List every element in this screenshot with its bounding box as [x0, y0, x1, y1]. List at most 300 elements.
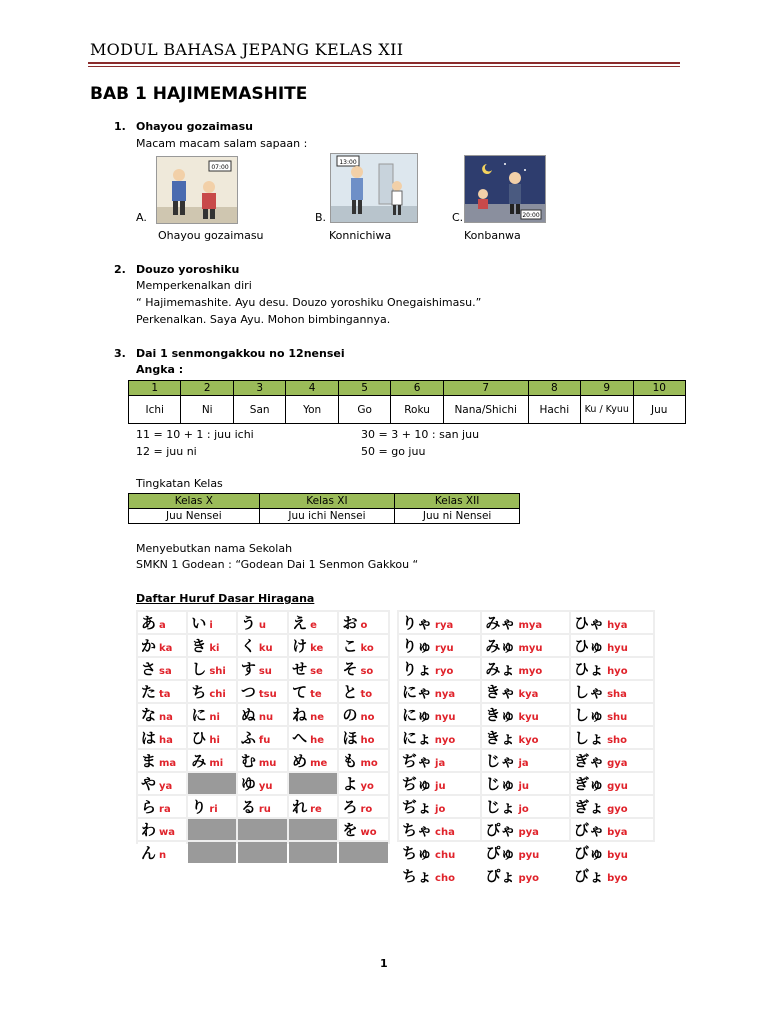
hiragana-combo-cell	[571, 796, 653, 817]
scene-c-letter: C.	[452, 211, 464, 224]
class-header: Kelas XII	[395, 494, 520, 509]
number-reading: Roku	[391, 396, 443, 424]
kana-character: みょ	[485, 660, 516, 678]
hiragana-basic-cell	[138, 842, 186, 863]
hiragana-basic-cell	[138, 681, 186, 702]
romaji-label: pyu	[518, 850, 540, 861]
kana-character: よ	[342, 775, 358, 793]
hiragana-combo-cell	[571, 750, 653, 771]
hiragana-combo-cell	[399, 635, 480, 656]
kana-character: ひょ	[574, 660, 605, 678]
kana-character: み	[191, 752, 207, 770]
kana-character: ら	[141, 798, 157, 816]
kana-character: じゃ	[485, 752, 516, 770]
romaji-label: nyo	[434, 735, 456, 746]
kana-character: え	[292, 614, 308, 632]
kana-character: ぎゅ	[574, 775, 605, 793]
kana-character: ぎょ	[574, 798, 605, 816]
kana-character: しゅ	[574, 706, 605, 724]
hiragana-basic-cell	[188, 704, 236, 725]
hiragana-combo-cell	[399, 612, 480, 633]
kana-character: きょ	[485, 729, 516, 747]
romaji-label: sho	[607, 735, 628, 746]
romaji-label: se	[310, 666, 323, 677]
hiragana-combo-cell	[571, 612, 653, 633]
romaji-label: ru	[258, 804, 271, 815]
section-2-number: 2.	[114, 263, 126, 276]
hiragana-combo-row	[399, 704, 653, 725]
hiragana-basic-cell	[289, 612, 337, 633]
romaji-label: tsu	[258, 689, 277, 700]
hiragana-basic-empty-cell	[188, 773, 236, 794]
hiragana-combo-row	[399, 681, 653, 702]
hiragana-basic-cell	[188, 796, 236, 817]
kana-character: て	[292, 683, 308, 701]
hiragana-basic-cell	[339, 681, 388, 702]
hiragana-combo-cell	[571, 819, 653, 840]
romaji-label: cha	[435, 827, 455, 838]
kana-character: わ	[141, 821, 157, 839]
header-rule	[88, 62, 680, 64]
number-header: 2	[181, 381, 233, 396]
hiragana-combo-row	[399, 773, 653, 794]
school-line: SMKN 1 Godean : “Godean Dai 1 Senmon Gakkou “	[136, 558, 419, 571]
kana-character: じゅ	[485, 775, 516, 793]
section-2-title: Douzo yoroshiku	[136, 263, 240, 276]
romaji-label: pya	[518, 827, 539, 838]
hiragana-basic-cell	[339, 658, 388, 679]
hiragana-basic-empty-cell	[238, 819, 287, 840]
kana-character: へ	[292, 729, 308, 747]
romaji-label: hyo	[607, 666, 628, 677]
kana-character: そ	[342, 660, 358, 678]
hiragana-combo-cell	[571, 842, 653, 863]
romaji-label: sha	[607, 689, 627, 700]
hiragana-basic-row	[138, 796, 388, 817]
kana-character: な	[141, 706, 157, 724]
kana-character: ち	[191, 683, 207, 701]
hiragana-combo-cell	[399, 750, 480, 771]
hiragana-basic-cell	[138, 773, 186, 794]
romaji-label: sa	[159, 666, 172, 677]
romaji-label: hyu	[607, 643, 628, 654]
section-3-number: 3.	[114, 347, 126, 360]
hiragana-basic-cell	[238, 796, 287, 817]
kana-character: みゃ	[485, 614, 516, 632]
romaji-label: gya	[607, 758, 628, 769]
hiragana-basic-row	[138, 612, 388, 633]
scene-b-caption: Konnichiwa	[329, 229, 392, 242]
hiragana-combo-cell	[399, 658, 480, 679]
hiragana-combo-cell	[571, 773, 653, 794]
romaji-label: o	[360, 620, 368, 631]
hiragana-combo-cell	[571, 658, 653, 679]
hiragana-basic-cell	[289, 635, 337, 656]
kana-character: に	[191, 706, 207, 724]
hiragana-basic-row	[138, 727, 388, 748]
hiragana-basic-empty-cell	[289, 773, 337, 794]
hiragana-title: Daftar Huruf Dasar Hiragana	[136, 592, 315, 605]
hiragana-combo-cell	[482, 681, 569, 702]
hiragana-basic-cell	[289, 704, 337, 725]
romaji-label: myu	[518, 643, 543, 654]
hiragana-basic-cell	[289, 750, 337, 771]
hiragana-basic-row	[138, 750, 388, 771]
romaji-label: gyu	[607, 781, 628, 792]
class-header: Kelas XI	[259, 494, 395, 509]
number-reading: Ku / Kyuu	[581, 396, 633, 424]
romaji-label: byo	[607, 873, 628, 884]
kana-character: ちゃ	[402, 821, 433, 839]
scene-a-illustration	[156, 156, 238, 224]
romaji-label: nu	[258, 712, 274, 723]
number-reading: Ni	[181, 396, 233, 424]
hiragana-basic-cell	[138, 612, 186, 633]
kana-character: を	[342, 821, 358, 839]
number-header: 10	[633, 381, 686, 396]
romaji-label: jo	[518, 804, 529, 815]
hiragana-combo-cell	[399, 865, 480, 886]
hiragana-basic-cell	[138, 796, 186, 817]
hiragana-basic-cell	[289, 681, 337, 702]
number-reading: Juu	[633, 396, 686, 424]
kana-character: か	[141, 637, 157, 655]
hiragana-basic-empty-cell	[188, 842, 236, 863]
hiragana-basic-cell	[238, 727, 287, 748]
romaji-label: me	[310, 758, 328, 769]
hiragana-combo-row	[399, 750, 653, 771]
hiragana-combo-row	[399, 865, 653, 886]
number-reading: Ichi	[129, 396, 181, 424]
romaji-label: mi	[209, 758, 224, 769]
kana-character: や	[141, 775, 157, 793]
romaji-label: he	[310, 735, 324, 746]
kana-character: ちゅ	[402, 844, 433, 862]
hiragana-combo-cell	[571, 635, 653, 656]
romaji-label: na	[159, 712, 173, 723]
romaji-label: chi	[209, 689, 226, 700]
example-line: 30 = 3 + 10 : san juu	[361, 428, 480, 441]
hiragana-basic-cell	[138, 819, 186, 840]
kana-character: り	[191, 798, 207, 816]
hiragana-basic-row	[138, 842, 388, 863]
romaji-label: wo	[360, 827, 377, 838]
hiragana-combo-cell	[482, 796, 569, 817]
hiragana-basic-cell	[339, 635, 388, 656]
kana-character: れ	[292, 798, 308, 816]
hiragana-combo-grid	[397, 610, 655, 885]
romaji-label: hi	[209, 735, 220, 746]
romaji-label: yu	[258, 781, 273, 792]
romaji-label: hya	[607, 620, 628, 631]
hiragana-basic-cell	[188, 612, 236, 633]
romaji-label: ko	[360, 643, 374, 654]
kana-character: し	[191, 660, 207, 678]
romaji-label: shu	[607, 712, 628, 723]
romaji-label: wa	[159, 827, 176, 838]
tingkatan-label: Tingkatan Kelas	[136, 477, 223, 490]
romaji-label: pyo	[518, 873, 539, 884]
romaji-label: ja	[518, 758, 529, 769]
romaji-label: no	[360, 712, 375, 723]
hiragana-basic-grid	[136, 610, 390, 862]
kana-character: りゃ	[402, 614, 433, 632]
hiragana-basic-empty-cell	[289, 842, 337, 863]
kana-character: ま	[141, 752, 157, 770]
romaji-label: su	[258, 666, 272, 677]
romaji-label: ya	[159, 781, 173, 792]
romaji-label: ki	[209, 643, 220, 654]
romaji-label: te	[310, 689, 322, 700]
romaji-label: shi	[209, 666, 226, 677]
class-table	[128, 493, 520, 524]
hiragana-basic-cell	[238, 612, 287, 633]
romaji-label: nya	[434, 689, 456, 700]
romaji-label: ma	[159, 758, 177, 769]
kana-character: ゆ	[240, 775, 256, 793]
hiragana-basic-empty-cell	[188, 819, 236, 840]
hiragana-basic-row	[138, 819, 388, 840]
romaji-label: ri	[209, 804, 218, 815]
number-header: 5	[338, 381, 390, 396]
hiragana-combo-cell	[571, 865, 653, 886]
kana-character: ぢゃ	[402, 752, 433, 770]
romaji-label: ra	[159, 804, 171, 815]
kana-character: き	[191, 637, 207, 655]
kana-character: ぴゅ	[485, 844, 516, 862]
hiragana-combo-cell	[399, 773, 480, 794]
hiragana-basic-cell	[188, 681, 236, 702]
kana-character: ほ	[342, 729, 358, 747]
hiragana-basic-cell	[339, 819, 388, 840]
hiragana-basic-cell	[138, 750, 186, 771]
romaji-label: u	[258, 620, 266, 631]
class-reading: Juu ichi Nensei	[259, 509, 395, 524]
kana-character: にゅ	[402, 706, 432, 724]
romaji-label: to	[360, 689, 373, 700]
romaji-label: ryu	[435, 643, 454, 654]
hiragana-combo-cell	[482, 612, 569, 633]
hiragana-basic-row	[138, 658, 388, 679]
scene-c-clock: 20:00	[522, 212, 540, 219]
kana-character: びゃ	[574, 821, 605, 839]
kana-character: め	[292, 752, 308, 770]
kana-character: りゅ	[402, 637, 433, 655]
section-1-number: 1.	[114, 120, 126, 133]
hiragana-basic-cell	[138, 658, 186, 679]
scene-c-caption: Konbanwa	[464, 229, 521, 242]
kana-character: い	[191, 614, 207, 632]
romaji-label: re	[310, 804, 322, 815]
hiragana-basic-cell	[238, 681, 287, 702]
kana-character: きゃ	[485, 683, 516, 701]
number-header: 3	[233, 381, 285, 396]
hiragana-combo-row	[399, 612, 653, 633]
romaji-label: kya	[518, 689, 539, 700]
kana-character: す	[240, 660, 256, 678]
kana-character: ひゃ	[574, 614, 605, 632]
kana-character: つ	[240, 683, 256, 701]
kana-character: ぢゅ	[402, 775, 433, 793]
romaji-label: ta	[159, 689, 171, 700]
section-1-title: Ohayou gozaimasu	[136, 120, 253, 133]
hiragana-combo-row	[399, 727, 653, 748]
romaji-label: byu	[607, 850, 628, 861]
kana-character: と	[342, 683, 358, 701]
scene-b-illustration	[330, 153, 418, 223]
scene-b-clock: 13:00	[339, 159, 357, 166]
hiragana-combo-cell	[571, 704, 653, 725]
chapter-title: BAB 1 HAJIMEMASHITE	[90, 84, 308, 104]
romaji-label: ro	[360, 804, 373, 815]
section-2-line: Perkenalkan. Saya Ayu. Mohon bimbingannya.	[136, 313, 391, 326]
romaji-label: ne	[310, 712, 324, 723]
class-header: Kelas X	[129, 494, 260, 509]
page-number: 1	[380, 957, 388, 970]
kana-character: ひ	[191, 729, 207, 747]
kana-character: びょ	[574, 867, 605, 885]
hiragana-basic-cell	[238, 704, 287, 725]
hiragana-basic-cell	[238, 750, 287, 771]
hiragana-combo-row	[399, 658, 653, 679]
hiragana-basic-empty-cell	[289, 819, 337, 840]
hiragana-combo-cell	[399, 819, 480, 840]
number-reading: Yon	[286, 396, 338, 424]
hiragana-basic-cell	[188, 750, 236, 771]
section-1-subtitle: Macam macam salam sapaan :	[136, 137, 308, 150]
hiragana-basic-cell	[289, 727, 337, 748]
kana-character: ちょ	[402, 867, 433, 885]
hiragana-combo-row	[399, 842, 653, 863]
hiragana-combo-cell	[482, 819, 569, 840]
kana-character: さ	[141, 660, 157, 678]
number-header: 7	[443, 381, 528, 396]
romaji-label: jo	[435, 804, 446, 815]
romaji-label: a	[159, 620, 166, 631]
angka-label: Angka :	[136, 363, 184, 376]
hiragana-combo-cell	[482, 842, 569, 863]
kana-character: きゅ	[485, 706, 516, 724]
hiragana-basic-cell	[289, 658, 337, 679]
document-header: MODUL BAHASA JEPANG KELAS XII	[90, 40, 404, 59]
romaji-label: myo	[518, 666, 543, 677]
kana-character: あ	[141, 614, 157, 632]
hiragana-combo-cell	[482, 658, 569, 679]
hiragana-basic-cell	[238, 658, 287, 679]
hiragana-basic-cell	[188, 658, 236, 679]
kana-character: せ	[292, 660, 308, 678]
hiragana-basic-cell	[238, 773, 287, 794]
hiragana-basic-cell	[138, 635, 186, 656]
kana-character: ひゅ	[574, 637, 605, 655]
romaji-label: ke	[310, 643, 324, 654]
romaji-label: mu	[258, 758, 277, 769]
kana-character: た	[141, 683, 157, 701]
hiragana-combo-cell	[571, 727, 653, 748]
hiragana-basic-cell	[339, 612, 388, 633]
hiragana-combo-cell	[482, 635, 569, 656]
kana-character: く	[240, 637, 256, 655]
kana-character: ぎゃ	[574, 752, 605, 770]
number-reading: Hachi	[528, 396, 580, 424]
romaji-label: n	[159, 850, 167, 861]
kana-character: しゃ	[574, 683, 605, 701]
romaji-label: cho	[435, 873, 455, 884]
hiragana-basic-row	[138, 773, 388, 794]
section-2-line: Memperkenalkan diri	[136, 279, 252, 292]
hiragana-combo-cell	[399, 727, 480, 748]
romaji-label: yo	[360, 781, 374, 792]
kana-character: ふ	[240, 729, 256, 747]
scene-c-illustration	[464, 155, 546, 223]
kana-character: る	[240, 798, 256, 816]
kana-character: ぬ	[240, 706, 256, 724]
romaji-label: ha	[159, 735, 173, 746]
number-header: 1	[129, 381, 181, 396]
hiragana-combo-row	[399, 635, 653, 656]
class-reading: Juu ni Nensei	[395, 509, 520, 524]
romaji-label: so	[360, 666, 374, 677]
romaji-label: ju	[435, 781, 446, 792]
hiragana-basic-empty-cell	[339, 842, 388, 863]
kana-character: みゅ	[485, 637, 516, 655]
romaji-label: ja	[435, 758, 446, 769]
hiragana-basic-cell	[138, 704, 186, 725]
kana-character: ぴょ	[485, 867, 516, 885]
kana-character: は	[141, 729, 157, 747]
kana-character: にょ	[402, 729, 432, 747]
hiragana-basic-cell	[188, 727, 236, 748]
kana-character: ろ	[342, 798, 358, 816]
number-reading: Nana/Shichi	[443, 396, 528, 424]
romaji-label: kyo	[518, 735, 539, 746]
number-header: 6	[391, 381, 443, 396]
kana-character: しょ	[574, 729, 605, 747]
kana-character: ん	[141, 844, 157, 862]
hiragana-basic-cell	[188, 635, 236, 656]
hiragana-combo-cell	[482, 865, 569, 886]
hiragana-combo-cell	[571, 681, 653, 702]
hiragana-basic-row	[138, 681, 388, 702]
kana-character: ぴゃ	[485, 821, 516, 839]
hiragana-combo-cell	[399, 681, 480, 702]
romaji-label: chu	[435, 850, 456, 861]
kana-character: じょ	[485, 798, 516, 816]
romaji-label: ku	[258, 643, 273, 654]
class-reading: Juu Nensei	[129, 509, 260, 524]
romaji-label: nyu	[434, 712, 456, 723]
kana-character: む	[240, 752, 256, 770]
kana-character: お	[342, 614, 358, 632]
hiragana-basic-row	[138, 635, 388, 656]
romaji-label: i	[209, 620, 213, 631]
hiragana-basic-cell	[138, 727, 186, 748]
kana-character: の	[342, 706, 358, 724]
kana-character: け	[292, 637, 308, 655]
hiragana-basic-cell	[339, 773, 388, 794]
romaji-label: mya	[518, 620, 543, 631]
kana-character: りょ	[402, 660, 433, 678]
hiragana-combo-cell	[399, 796, 480, 817]
romaji-label: e	[310, 620, 317, 631]
hiragana-combo-cell	[399, 842, 480, 863]
section-3-title: Dai 1 senmongakkou no 12nensei	[136, 347, 345, 360]
romaji-label: gyo	[607, 804, 628, 815]
hiragana-basic-cell	[339, 727, 388, 748]
kana-character: にゃ	[402, 683, 432, 701]
romaji-label: rya	[435, 620, 454, 631]
kana-character: も	[342, 752, 358, 770]
